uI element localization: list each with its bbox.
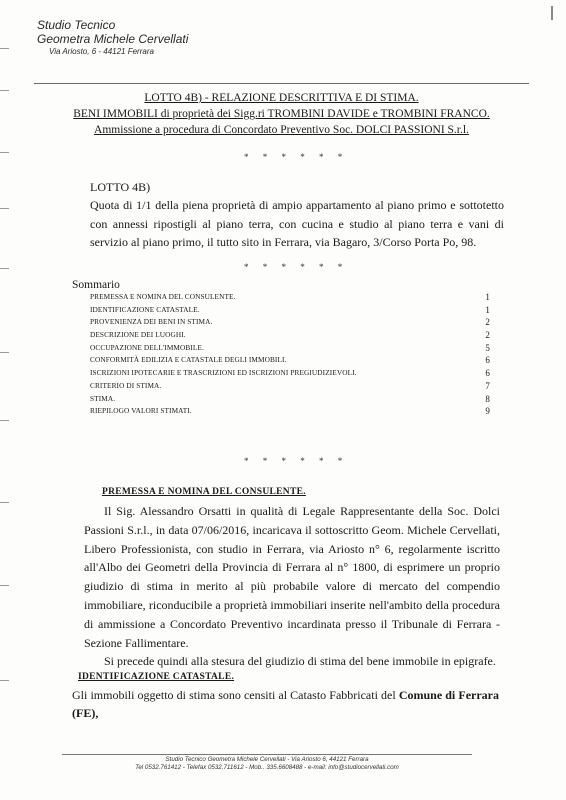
toc-label: STIMA. — [90, 393, 116, 403]
premessa-closing: Si precede quindi alla stesura del giudizio di stima del bene immobile in epigrafe. — [104, 654, 496, 669]
toc-label: RIEPILOGO VALORI STIMATI. — [90, 406, 192, 416]
scan-mark — [0, 208, 9, 209]
title-line-3: Ammissione a procedura di Concordato Preventivo Soc. DOLCI PASSIONI S.r.l. — [94, 124, 469, 136]
toc-page: 7 — [485, 380, 490, 391]
scan-mark — [0, 420, 9, 421]
document-title — [34, 90, 529, 106]
scan-mark — [0, 680, 9, 681]
letterhead-studio: Studio Tecnico — [37, 18, 116, 32]
toc-entry[interactable] — [90, 405, 490, 418]
document-procedure — [34, 122, 529, 138]
toc-page: 9 — [485, 406, 490, 417]
premessa-body — [84, 502, 500, 671]
section-heading-premessa: PREMESSA E NOMINA DEL CONSULENTE. — [102, 487, 306, 497]
lotto-description: Quota di 1/1 della piena proprietà di ampio appartamento al piano primo e sottotetto con annessi ripostigli al piano terra, con cucina e studio al piano terra e vani di servizio al piano primo, il tutto sito in Ferrara, via Bagaro, 3/Corso Porta Po, 98. — [90, 198, 504, 249]
toc-entry[interactable] — [90, 393, 490, 406]
letterhead-name: Geometra Michele Cervellati — [37, 32, 189, 46]
scan-mark — [0, 90, 9, 91]
section-heading-identificazione: IDENTIFICAZIONE CATASTALE. — [78, 672, 235, 682]
toc-entry[interactable] — [90, 342, 490, 355]
separator: * * * * * * — [244, 456, 349, 466]
scan-mark — [551, 6, 553, 20]
toc-label: ISCRIZIONI IPOTECARIE E TRASCRIZIONI ED ISCRIZIONI PREGIUDIZIEVOLI. — [90, 368, 357, 378]
toc-label: CONFORMITÀ EDILIZIA E CATASTALE DEGLI IMMOBILI. — [90, 355, 287, 365]
toc-entry[interactable] — [90, 316, 490, 329]
toc-page: 1 — [485, 304, 490, 315]
toc-entry[interactable] — [90, 291, 490, 304]
toc-label: IDENTIFICAZIONE CATASTALE. — [90, 304, 200, 314]
identificazione-body — [72, 686, 499, 722]
toc-entry[interactable] — [90, 380, 490, 393]
scan-mark — [0, 48, 9, 49]
title-line-2: BENI IMMOBILI di proprietà dei Sigg.ri TROMBINI DAVIDE e TROMBINI FRANCO. — [73, 108, 490, 120]
toc-entry[interactable] — [90, 329, 490, 342]
footer-contacts: Tel 0532.761412 - Telefax 0532.711612 - Mob.. 335.6608488 - e-mail: info@studiocervellati.com — [135, 764, 399, 771]
lotto-heading: LOTTO 4B) — [90, 180, 151, 194]
toc-page: 2 — [485, 330, 490, 341]
toc-label: DESCRIZIONE DEI LUOGHI. — [90, 330, 186, 340]
toc-entry[interactable] — [90, 304, 490, 317]
separator: * * * * * * — [244, 152, 349, 162]
title-line-1: LOTTO 4B) - RELAZIONE DESCRITTIVA E DI STIMA. — [144, 92, 419, 104]
toc-label: PROVENIENZA DEI BENI IN STIMA. — [90, 317, 213, 327]
toc-label: OCCUPAZIONE DELL'IMMOBILE. — [90, 342, 204, 352]
toc-entry[interactable] — [90, 354, 490, 367]
document-subtitle — [34, 106, 529, 122]
toc-label: CRITERIO DI STIMA. — [90, 380, 162, 390]
separator: * * * * * * — [244, 262, 349, 272]
scan-mark — [0, 502, 9, 503]
toc-page: 2 — [485, 317, 490, 328]
letterhead-address: Via Ariosto, 6 - 44121 Ferrara — [49, 47, 154, 56]
header-rule — [34, 83, 529, 84]
toc-page: 1 — [485, 292, 490, 302]
identificazione-text: Gli immobili oggetto di stima sono censiti al Catasto Fabbricati del — [72, 688, 399, 702]
toc-label: PREMESSA E NOMINA DEL CONSULENTE. — [90, 292, 236, 301]
letterhead — [37, 18, 188, 58]
identificazione-comune: Comune di Ferrara (FE), — [72, 688, 500, 720]
toc-page: 8 — [485, 393, 490, 404]
table-of-contents — [90, 291, 490, 418]
sommario-heading: Sommario — [72, 279, 120, 291]
premessa-paragraph: Il Sig. Alessandro Orsatti in qualità di Legale Rappresentante della Soc. Dolci Passioni S.r.l., in data 07/06/2016, incaricava il sottoscritto Geom. Michele Cervellati, Libero Professionista, con studio in Ferrara, via Ariosto n° 6, regolarmente iscritto all'Albo dei Geometri della Provincia di Ferrara al n° 1800, di esprimere un proprio giudizio di stima in merito al più probabile valore di mercato del compendio immobiliare, riconducibile a proprietà immobiliari inserite nell'ambito della procedura di ammissione a Concordato Preventivo incardinata presso il Tribunale di Ferrara - Sezione Fallimentare. — [84, 504, 500, 650]
footer-address: Studio Tecnico Geometra Michele Cervellati - Via Ariosto 6, 44121 Ferrara — [165, 756, 369, 763]
toc-page: 5 — [485, 342, 490, 353]
toc-page: 6 — [485, 355, 490, 366]
toc-entry[interactable] — [90, 367, 490, 380]
scan-mark — [0, 152, 9, 153]
footer-rule — [62, 754, 472, 755]
scan-mark — [0, 268, 9, 269]
scan-mark — [0, 585, 9, 586]
toc-page: 6 — [485, 368, 490, 379]
scan-mark — [0, 352, 9, 353]
